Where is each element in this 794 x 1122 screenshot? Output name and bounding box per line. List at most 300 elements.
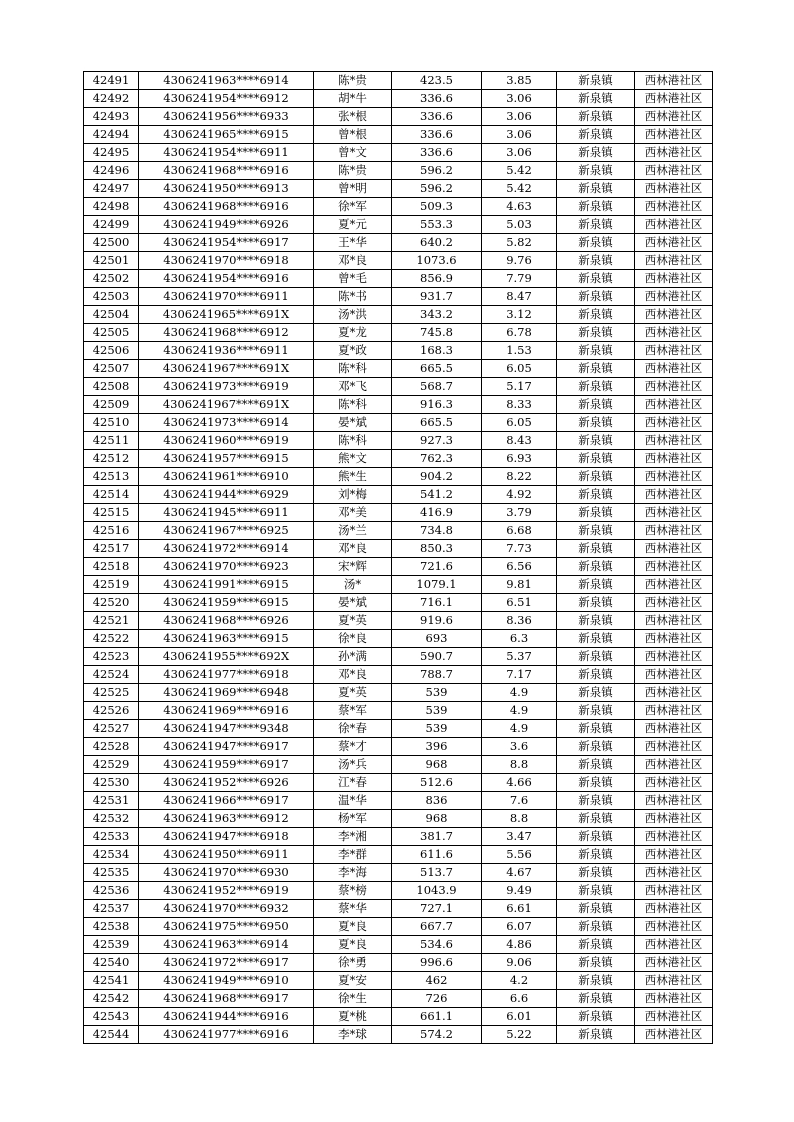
serial-number-cell: 42532 [84,810,139,828]
serial-number-cell: 42518 [84,558,139,576]
id-number-cell: 4306241966****6917 [139,792,314,810]
amount-cell: 726 [392,990,482,1008]
amount-cell: 661.1 [392,1008,482,1026]
community-cell: 西林港社区 [635,486,713,504]
amount-cell: 640.2 [392,234,482,252]
town-cell: 新泉镇 [557,864,635,882]
table-row [84,450,713,468]
table-row [84,90,713,108]
area-cell: 9.81 [482,576,557,594]
community-cell: 西林港社区 [635,198,713,216]
community-cell: 西林港社区 [635,234,713,252]
amount-cell: 665.5 [392,414,482,432]
town-cell: 新泉镇 [557,144,635,162]
community-cell: 西林港社区 [635,522,713,540]
id-number-cell: 4306241944****6929 [139,486,314,504]
area-cell: 7.79 [482,270,557,288]
area-cell: 6.78 [482,324,557,342]
name-cell: 夏*安 [314,972,392,990]
serial-number-cell: 42537 [84,900,139,918]
town-cell: 新泉镇 [557,594,635,612]
community-cell: 西林港社区 [635,288,713,306]
name-cell: 夏*政 [314,342,392,360]
id-number-cell: 4306241963****6914 [139,936,314,954]
serial-number-cell: 42517 [84,540,139,558]
table-row [84,108,713,126]
town-cell: 新泉镇 [557,720,635,738]
table-row [84,828,713,846]
town-cell: 新泉镇 [557,126,635,144]
amount-cell: 574.2 [392,1026,482,1044]
id-number-cell: 4306241972****6914 [139,540,314,558]
town-cell: 新泉镇 [557,396,635,414]
area-cell: 5.17 [482,378,557,396]
amount-cell: 416.9 [392,504,482,522]
name-cell: 王*华 [314,234,392,252]
amount-cell: 1079.1 [392,576,482,594]
amount-cell: 721.6 [392,558,482,576]
table-row [84,792,713,810]
serial-number-cell: 42523 [84,648,139,666]
name-cell: 晏*斌 [314,414,392,432]
area-cell: 6.05 [482,414,557,432]
serial-number-cell: 42500 [84,234,139,252]
table-row [84,504,713,522]
serial-number-cell: 42508 [84,378,139,396]
serial-number-cell: 42506 [84,342,139,360]
name-cell: 张*根 [314,108,392,126]
community-cell: 西林港社区 [635,108,713,126]
area-cell: 3.12 [482,306,557,324]
name-cell: 李*海 [314,864,392,882]
table-row [84,216,713,234]
table-row [84,630,713,648]
table-row [84,1026,713,1044]
table-row [84,810,713,828]
town-cell: 新泉镇 [557,666,635,684]
amount-cell: 396 [392,738,482,756]
id-number-cell: 4306241954****6916 [139,270,314,288]
area-cell: 5.42 [482,162,557,180]
amount-cell: 762.3 [392,450,482,468]
area-cell: 8.8 [482,756,557,774]
community-cell: 西林港社区 [635,666,713,684]
town-cell: 新泉镇 [557,414,635,432]
name-cell: 曾*根 [314,126,392,144]
town-cell: 新泉镇 [557,630,635,648]
table-row [84,234,713,252]
community-cell: 西林港社区 [635,954,713,972]
amount-cell: 596.2 [392,162,482,180]
town-cell: 新泉镇 [557,1008,635,1026]
table-row [84,270,713,288]
area-cell: 3.47 [482,828,557,846]
id-number-cell: 4306241945****6911 [139,504,314,522]
amount-cell: 534.6 [392,936,482,954]
amount-cell: 996.6 [392,954,482,972]
table-row [84,522,713,540]
name-cell: 徐*军 [314,198,392,216]
community-cell: 西林港社区 [635,360,713,378]
id-number-cell: 4306241963****6915 [139,630,314,648]
name-cell: 陈*科 [314,360,392,378]
id-number-cell: 4306241977****6918 [139,666,314,684]
community-cell: 西林港社区 [635,1008,713,1026]
town-cell: 新泉镇 [557,198,635,216]
id-number-cell: 4306241956****6933 [139,108,314,126]
town-cell: 新泉镇 [557,324,635,342]
amount-cell: 512.6 [392,774,482,792]
town-cell: 新泉镇 [557,810,635,828]
name-cell: 夏*良 [314,936,392,954]
table-row [84,324,713,342]
town-cell: 新泉镇 [557,342,635,360]
table-row [84,468,713,486]
community-cell: 西林港社区 [635,990,713,1008]
area-cell: 9.49 [482,882,557,900]
amount-cell: 336.6 [392,108,482,126]
serial-number-cell: 42534 [84,846,139,864]
area-cell: 8.36 [482,612,557,630]
table-row [84,198,713,216]
area-cell: 6.93 [482,450,557,468]
area-cell: 3.79 [482,504,557,522]
serial-number-cell: 42536 [84,882,139,900]
community-cell: 西林港社区 [635,72,713,90]
town-cell: 新泉镇 [557,558,635,576]
serial-number-cell: 42511 [84,432,139,450]
community-cell: 西林港社区 [635,648,713,666]
id-number-cell: 4306241949****6910 [139,972,314,990]
table-row [84,378,713,396]
amount-cell: 541.2 [392,486,482,504]
name-cell: 李*湘 [314,828,392,846]
amount-cell: 381.7 [392,828,482,846]
name-cell: 宋*辉 [314,558,392,576]
town-cell: 新泉镇 [557,972,635,990]
amount-cell: 788.7 [392,666,482,684]
town-cell: 新泉镇 [557,486,635,504]
town-cell: 新泉镇 [557,270,635,288]
id-number-cell: 4306241952****6919 [139,882,314,900]
name-cell: 夏*元 [314,216,392,234]
id-number-cell: 4306241967****6925 [139,522,314,540]
serial-number-cell: 42507 [84,360,139,378]
town-cell: 新泉镇 [557,504,635,522]
community-cell: 西林港社区 [635,882,713,900]
table-row [84,612,713,630]
serial-number-cell: 42510 [84,414,139,432]
id-number-cell: 4306241970****6918 [139,252,314,270]
serial-number-cell: 42491 [84,72,139,90]
serial-number-cell: 42529 [84,756,139,774]
community-cell: 西林港社区 [635,396,713,414]
community-cell: 西林港社区 [635,90,713,108]
amount-cell: 968 [392,756,482,774]
name-cell: 夏*龙 [314,324,392,342]
area-cell: 9.06 [482,954,557,972]
serial-number-cell: 42520 [84,594,139,612]
town-cell: 新泉镇 [557,990,635,1008]
id-number-cell: 4306241968****6916 [139,198,314,216]
table-row [84,1008,713,1026]
amount-cell: 611.6 [392,846,482,864]
area-cell: 5.42 [482,180,557,198]
serial-number-cell: 42533 [84,828,139,846]
table-row [84,702,713,720]
community-cell: 西林港社区 [635,180,713,198]
town-cell: 新泉镇 [557,756,635,774]
amount-cell: 727.1 [392,900,482,918]
table-row [84,414,713,432]
name-cell: 曾*毛 [314,270,392,288]
area-cell: 8.43 [482,432,557,450]
table-row [84,684,713,702]
table-row [84,594,713,612]
serial-number-cell: 42542 [84,990,139,1008]
serial-number-cell: 42493 [84,108,139,126]
area-cell: 6.56 [482,558,557,576]
town-cell: 新泉镇 [557,432,635,450]
id-number-cell: 4306241949****6926 [139,216,314,234]
area-cell: 4.92 [482,486,557,504]
name-cell: 晏*斌 [314,594,392,612]
serial-number-cell: 42504 [84,306,139,324]
community-cell: 西林港社区 [635,576,713,594]
amount-cell: 667.7 [392,918,482,936]
area-cell: 3.06 [482,144,557,162]
id-number-cell: 4306241973****6914 [139,414,314,432]
serial-number-cell: 42497 [84,180,139,198]
name-cell: 陈*科 [314,396,392,414]
name-cell: 汤*兵 [314,756,392,774]
id-number-cell: 4306241950****6913 [139,180,314,198]
community-cell: 西林港社区 [635,846,713,864]
name-cell: 徐*生 [314,990,392,1008]
town-cell: 新泉镇 [557,108,635,126]
town-cell: 新泉镇 [557,828,635,846]
amount-cell: 568.7 [392,378,482,396]
community-cell: 西林港社区 [635,864,713,882]
serial-number-cell: 42495 [84,144,139,162]
serial-number-cell: 42525 [84,684,139,702]
area-cell: 4.9 [482,702,557,720]
name-cell: 徐*良 [314,630,392,648]
amount-cell: 919.6 [392,612,482,630]
area-cell: 4.86 [482,936,557,954]
area-cell: 4.2 [482,972,557,990]
town-cell: 新泉镇 [557,900,635,918]
name-cell: 曾*文 [314,144,392,162]
area-cell: 7.17 [482,666,557,684]
amount-cell: 343.2 [392,306,482,324]
id-number-cell: 4306241968****6916 [139,162,314,180]
serial-number-cell: 42505 [84,324,139,342]
id-number-cell: 4306241963****6912 [139,810,314,828]
amount-cell: 916.3 [392,396,482,414]
town-cell: 新泉镇 [557,954,635,972]
name-cell: 李*群 [314,846,392,864]
amount-cell: 423.5 [392,72,482,90]
community-cell: 西林港社区 [635,162,713,180]
area-cell: 3.85 [482,72,557,90]
community-cell: 西林港社区 [635,720,713,738]
id-number-cell: 4306241968****6926 [139,612,314,630]
amount-cell: 836 [392,792,482,810]
area-cell: 4.9 [482,720,557,738]
community-cell: 西林港社区 [635,324,713,342]
town-cell: 新泉镇 [557,684,635,702]
area-cell: 1.53 [482,342,557,360]
serial-number-cell: 42521 [84,612,139,630]
id-number-cell: 4306241963****6914 [139,72,314,90]
table-row [84,882,713,900]
data-table [83,71,713,1044]
community-cell: 西林港社区 [635,540,713,558]
amount-cell: 539 [392,684,482,702]
community-cell: 西林港社区 [635,306,713,324]
table-row [84,162,713,180]
table-row [84,72,713,90]
amount-cell: 693 [392,630,482,648]
community-cell: 西林港社区 [635,252,713,270]
name-cell: 汤* [314,576,392,594]
town-cell: 新泉镇 [557,252,635,270]
serial-number-cell: 42512 [84,450,139,468]
town-cell: 新泉镇 [557,378,635,396]
town-cell: 新泉镇 [557,234,635,252]
town-cell: 新泉镇 [557,738,635,756]
town-cell: 新泉镇 [557,540,635,558]
town-cell: 新泉镇 [557,288,635,306]
name-cell: 汤*兰 [314,522,392,540]
town-cell: 新泉镇 [557,792,635,810]
community-cell: 西林港社区 [635,450,713,468]
town-cell: 新泉镇 [557,90,635,108]
id-number-cell: 4306241961****6910 [139,468,314,486]
community-cell: 西林港社区 [635,468,713,486]
town-cell: 新泉镇 [557,1026,635,1044]
community-cell: 西林港社区 [635,972,713,990]
id-number-cell: 4306241955****692X [139,648,314,666]
name-cell: 邓*良 [314,540,392,558]
table-row [84,918,713,936]
table-row [84,720,713,738]
id-number-cell: 4306241944****6916 [139,1008,314,1026]
area-cell: 6.05 [482,360,557,378]
community-cell: 西林港社区 [635,558,713,576]
area-cell: 4.63 [482,198,557,216]
table-row [84,558,713,576]
serial-number-cell: 42503 [84,288,139,306]
table-row [84,180,713,198]
name-cell: 江*春 [314,774,392,792]
name-cell: 刘*梅 [314,486,392,504]
name-cell: 蔡*才 [314,738,392,756]
community-cell: 西林港社区 [635,216,713,234]
id-number-cell: 4306241947****6917 [139,738,314,756]
community-cell: 西林港社区 [635,918,713,936]
serial-number-cell: 42543 [84,1008,139,1026]
area-cell: 6.01 [482,1008,557,1026]
name-cell: 蔡*华 [314,900,392,918]
table-row [84,306,713,324]
serial-number-cell: 42541 [84,972,139,990]
id-number-cell: 4306241991****6915 [139,576,314,594]
community-cell: 西林港社区 [635,414,713,432]
table-row [84,738,713,756]
town-cell: 新泉镇 [557,846,635,864]
amount-cell: 596.2 [392,180,482,198]
amount-cell: 968 [392,810,482,828]
id-number-cell: 4306241960****6919 [139,432,314,450]
id-number-cell: 4306241969****6948 [139,684,314,702]
community-cell: 西林港社区 [635,684,713,702]
serial-number-cell: 42526 [84,702,139,720]
area-cell: 5.37 [482,648,557,666]
area-cell: 8.22 [482,468,557,486]
name-cell: 邓*良 [314,666,392,684]
table-row [84,972,713,990]
area-cell: 6.07 [482,918,557,936]
amount-cell: 904.2 [392,468,482,486]
id-number-cell: 4306241977****6916 [139,1026,314,1044]
serial-number-cell: 42544 [84,1026,139,1044]
id-number-cell: 4306241970****6932 [139,900,314,918]
id-number-cell: 4306241968****6917 [139,990,314,1008]
table-row [84,576,713,594]
amount-cell: 734.8 [392,522,482,540]
id-number-cell: 4306241952****6926 [139,774,314,792]
community-cell: 西林港社区 [635,810,713,828]
name-cell: 夏*英 [314,684,392,702]
name-cell: 夏*桃 [314,1008,392,1026]
id-number-cell: 4306241968****6912 [139,324,314,342]
id-number-cell: 4306241965****6915 [139,126,314,144]
area-cell: 8.8 [482,810,557,828]
town-cell: 新泉镇 [557,648,635,666]
name-cell: 杨*军 [314,810,392,828]
community-cell: 西林港社区 [635,342,713,360]
amount-cell: 1073.6 [392,252,482,270]
id-number-cell: 4306241970****6930 [139,864,314,882]
table-row [84,990,713,1008]
community-cell: 西林港社区 [635,900,713,918]
area-cell: 8.33 [482,396,557,414]
table-row [84,144,713,162]
area-cell: 3.06 [482,90,557,108]
id-number-cell: 4306241972****6917 [139,954,314,972]
serial-number-cell: 42538 [84,918,139,936]
community-cell: 西林港社区 [635,432,713,450]
community-cell: 西林港社区 [635,270,713,288]
town-cell: 新泉镇 [557,522,635,540]
area-cell: 6.51 [482,594,557,612]
town-cell: 新泉镇 [557,936,635,954]
area-cell: 4.66 [482,774,557,792]
serial-number-cell: 42539 [84,936,139,954]
community-cell: 西林港社区 [635,738,713,756]
amount-cell: 850.3 [392,540,482,558]
area-cell: 5.56 [482,846,557,864]
table-body [84,72,713,1044]
amount-cell: 539 [392,702,482,720]
town-cell: 新泉镇 [557,576,635,594]
name-cell: 徐*春 [314,720,392,738]
amount-cell: 462 [392,972,482,990]
amount-cell: 716.1 [392,594,482,612]
serial-number-cell: 42519 [84,576,139,594]
